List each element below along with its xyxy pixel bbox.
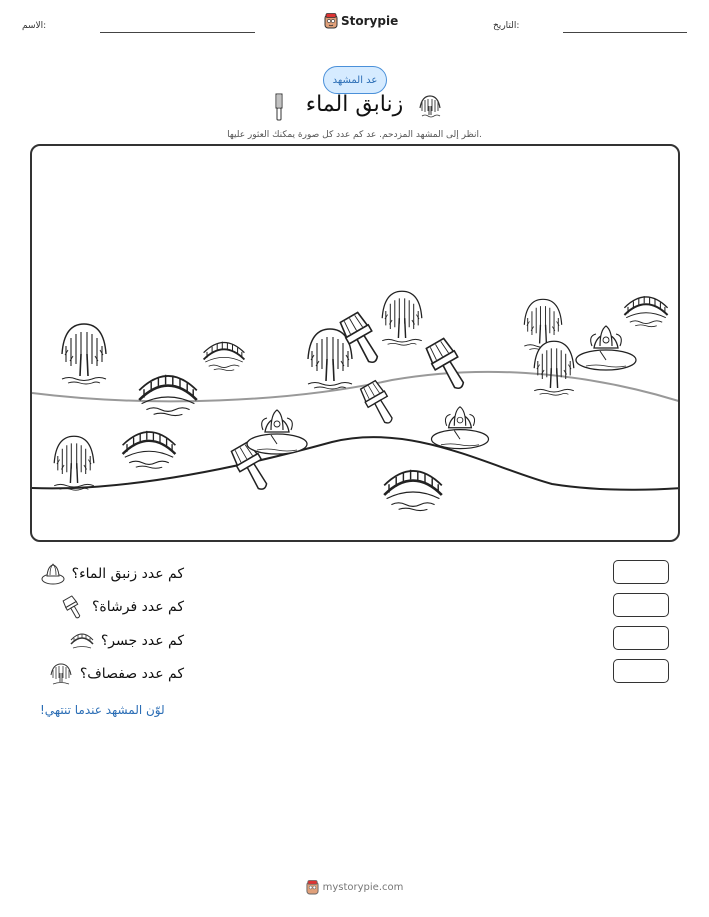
paintbrush[interactable] xyxy=(358,379,399,428)
answer-box-willow[interactable] xyxy=(613,659,669,683)
coloring-instruction: لوّن المشهد عندما تنتهي! xyxy=(40,703,165,717)
page-title: زنابق الماء xyxy=(305,92,404,117)
answer-box-paintbrush[interactable] xyxy=(613,593,669,617)
brand-name: Storypie xyxy=(341,14,399,28)
bridge[interactable] xyxy=(384,470,442,511)
willow-tree-icon xyxy=(416,92,444,120)
brand-logo xyxy=(324,13,398,29)
question-row xyxy=(40,560,184,588)
water-lily[interactable] xyxy=(432,407,489,449)
instructions: انظر إلى المشهد المزدحم. عد كم عدد كل صورة يمكنك العثور عليها. xyxy=(227,130,482,140)
willow-tree[interactable] xyxy=(54,436,94,490)
answer-box-water-lily[interactable] xyxy=(613,560,669,584)
question-row xyxy=(48,660,184,688)
question-text: كم عدد جسر؟ xyxy=(100,633,184,649)
bridge-icon xyxy=(69,628,95,654)
answer-box-bridge[interactable] xyxy=(613,626,669,650)
scene-illustration xyxy=(32,146,680,542)
water-lily-icon xyxy=(40,561,66,587)
willow-tree[interactable] xyxy=(62,324,106,384)
date-line[interactable] xyxy=(563,32,687,33)
activity-badge: عد المشهد xyxy=(323,66,387,94)
question-row xyxy=(69,627,184,655)
storypie-mascot-icon xyxy=(324,13,338,29)
storypie-mascot-icon xyxy=(306,880,319,895)
date-label: التاريخ: xyxy=(493,21,520,31)
question-row xyxy=(60,593,184,621)
willow-tree[interactable] xyxy=(382,291,422,345)
paintbrush-icon xyxy=(60,594,86,620)
question-text: كم عدد فرشاة؟ xyxy=(92,599,184,615)
name-line[interactable] xyxy=(100,32,255,33)
footer-website[interactable]: mystorypie.com xyxy=(322,882,404,893)
water-lily[interactable] xyxy=(576,326,636,370)
bridge[interactable] xyxy=(139,375,197,416)
water-lily[interactable] xyxy=(247,410,307,454)
paintbrush[interactable] xyxy=(424,337,472,394)
willow-tree-icon xyxy=(48,661,74,687)
bridge[interactable] xyxy=(624,296,667,327)
shoreline-near xyxy=(32,437,680,490)
bridge[interactable] xyxy=(204,342,245,371)
shoreline-far xyxy=(32,372,680,402)
question-text: كم عدد زنبق الماء؟ xyxy=(71,566,184,582)
willow-tree[interactable] xyxy=(534,341,574,395)
footer xyxy=(0,880,709,895)
question-text: كم عدد صفصاف؟ xyxy=(79,666,184,682)
bridge[interactable] xyxy=(123,431,176,468)
counting-scene[interactable] xyxy=(30,144,680,542)
name-label: الاسم: xyxy=(22,21,47,31)
